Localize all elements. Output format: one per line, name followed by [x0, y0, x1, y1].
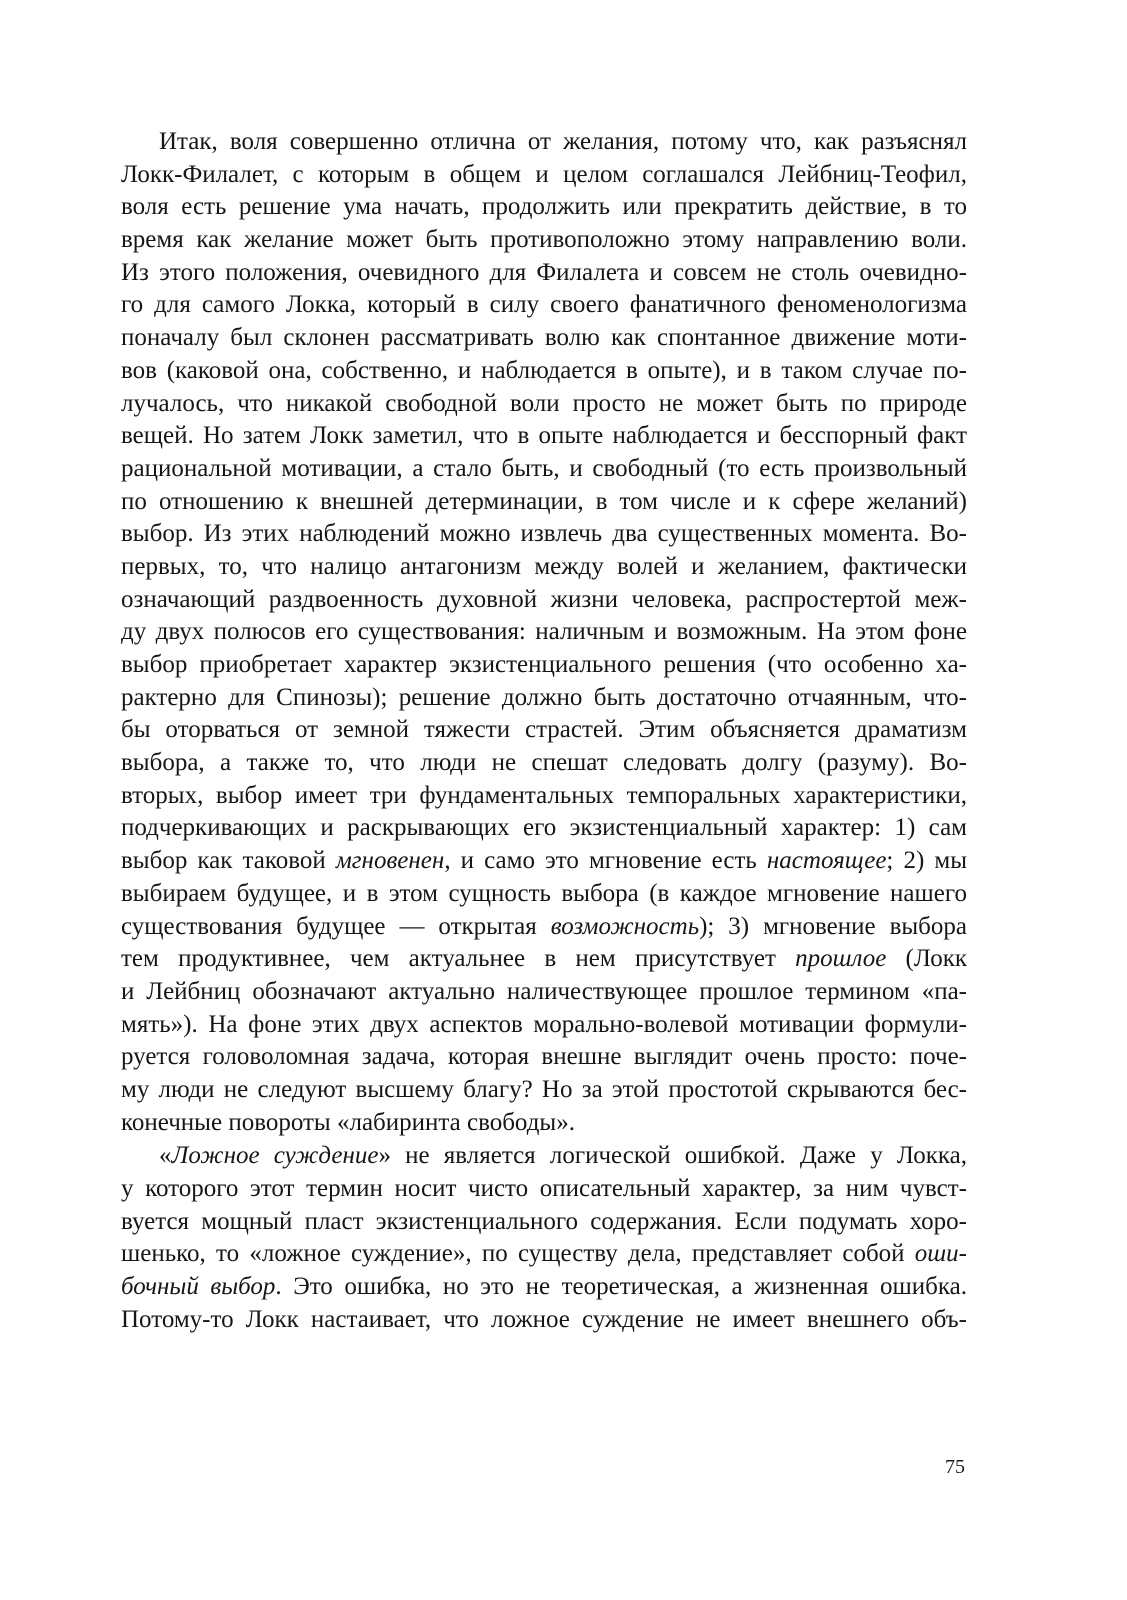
italic-term: оши- — [914, 1240, 967, 1268]
text-line — [121, 453, 967, 486]
text-run: поначалу был склонен рассматривать волю как спонтанное движение моти- — [121, 324, 967, 352]
text-run: воля есть решение ума начать, продолжить или прекратить действие, в то — [121, 193, 967, 221]
text-line — [121, 388, 967, 421]
text-line — [121, 420, 967, 453]
text-run: вуется мощный пласт экзистенциального содержания. Если подумать хоро- — [121, 1207, 967, 1235]
text-run: мять»). На фоне этих двух аспектов морально-волевой мотивации формули- — [121, 1010, 967, 1038]
text-line — [121, 257, 967, 290]
text-run: выбор приобретает характер экзистенциального решения (что особенно ха- — [121, 651, 967, 678]
text-run: тем продуктивнее, чем актуальнее в нем присутствует — [121, 945, 796, 973]
italic-term: возможность — [550, 912, 700, 940]
text-line — [121, 486, 967, 519]
italic-term: мгновенен — [335, 847, 445, 875]
text-line — [121, 159, 967, 192]
text-run: Потому-то Локк настаивает, что ложное суждение не имеет внешнего объ- — [121, 1305, 967, 1333]
italic-term: прошлое — [795, 945, 887, 973]
text-run: выбираем будущее, и в этом сущность выбора (в каждое мгновение нашего — [121, 879, 967, 907]
text-line — [121, 1041, 967, 1074]
text-line — [121, 780, 967, 813]
text-run: подчеркивающих и раскрывающих его экзистенциальный характер: 1) сам — [121, 814, 967, 842]
text-line — [121, 845, 967, 878]
italic-term: настоящее — [766, 847, 887, 875]
text-line — [121, 1271, 967, 1304]
text-run: ); 3) мгновение выбора — [699, 912, 967, 940]
text-line — [121, 584, 967, 617]
text-run: существования будущее — открытая — [121, 912, 551, 940]
text-line — [121, 1107, 967, 1140]
text-line — [121, 518, 967, 551]
text-run: (Локк — [886, 945, 968, 973]
text-run: , и само это мгновение есть — [444, 847, 767, 875]
text-run: » не является логической ошибкой. Даже у Локка, — [378, 1142, 967, 1170]
text-run: выбор как таковой — [121, 847, 336, 875]
text-line — [121, 943, 967, 976]
text-run: му люди не следуют высшему благу? Но за этой простотой скрываются бес- — [121, 1075, 967, 1103]
text-run: « — [159, 1142, 172, 1170]
text-run: по отношению к внешней детерминации, в том числе и к сфере желаний) — [121, 487, 967, 515]
text-line — [121, 1304, 967, 1337]
text-line — [121, 616, 967, 649]
italic-term: Ложное суждение — [171, 1142, 379, 1170]
text-line — [121, 191, 967, 224]
text-run: ; 2) мы — [886, 847, 968, 875]
text-line — [121, 355, 967, 388]
text-line — [121, 1074, 967, 1107]
text-run: шенько, то «ложное суждение», по существу дела, представляет собой — [121, 1240, 915, 1268]
text-line — [121, 1206, 967, 1239]
text-line — [121, 289, 967, 322]
text-run: вещей. Но затем Локк заметил, что в опыте наблюдается и бесспорный факт — [121, 422, 967, 450]
text-line — [121, 976, 967, 1009]
text-run: Из этого положения, очевидного для Филалета и совсем не столь очевидно- — [121, 258, 967, 286]
text-line — [121, 1009, 967, 1042]
text-run: рациональной мотивации, а стало быть, и свободный (то есть произвольный — [121, 454, 967, 482]
text-line — [121, 1173, 967, 1206]
text-line — [121, 911, 967, 944]
text-line — [121, 551, 967, 584]
text-run: руется головоломная задача, которая внешне выглядит очень просто: поче- — [121, 1043, 967, 1071]
text-line — [121, 126, 967, 159]
text-run: Итак, воля совершенно отлична от желания, потому что, как разъяснял — [159, 128, 967, 155]
italic-term: бочный выбор — [121, 1273, 276, 1301]
text-line — [121, 649, 967, 682]
text-run: вов (каковой она, собственно, и наблюдается в опыте), и в таком случае по- — [121, 356, 967, 384]
text-run: рактерно для Спинозы); решение должно быть достаточно отчаянным, что- — [121, 683, 967, 711]
text-run: ду двух полюсов его существования: наличным и возможным. На этом фоне — [121, 618, 967, 646]
body-text — [121, 126, 967, 1336]
text-line — [121, 747, 967, 780]
text-run: время как желание может быть противоположно этому направлению воли. — [121, 226, 967, 254]
text-line — [121, 714, 967, 747]
text-run: выбора, а также то, что люди не спешат следовать долгу (разуму). Во- — [121, 749, 967, 777]
paragraph — [121, 126, 967, 1139]
text-run: лучалось, что никакой свободной воли просто не может быть по природе — [121, 389, 967, 417]
text-run: го для самого Локка, который в силу своего фанатичного феноменологизма — [121, 291, 967, 319]
text-run: и Лейбниц обозначают актуально наличествующее прошлое термином «па- — [121, 977, 967, 1005]
text-line — [121, 322, 967, 355]
text-run: Локк-Филалет, с которым в общем и целом соглашался Лейбниц-Теофил, — [121, 160, 967, 188]
text-line — [121, 224, 967, 257]
text-run: у которого этот термин носит чисто описательный характер, за ним чувст- — [121, 1175, 967, 1202]
text-line — [121, 1238, 967, 1271]
text-run: вторых, выбор имеет три фундаментальных темпоральных характеристики, — [121, 781, 967, 809]
text-line — [121, 1140, 967, 1173]
text-line — [121, 812, 967, 845]
text-line — [121, 878, 967, 911]
text-run: бы оторваться от земной тяжести страстей. Этим объясняется драматизм — [121, 716, 967, 744]
paragraph — [121, 1140, 967, 1336]
text-run: выбор. Из этих наблюдений можно извлечь два существенных момента. Во- — [121, 520, 967, 548]
text-run: конечные повороты «лабиринта свободы». — [121, 1108, 575, 1136]
text-run: первых, то, что налицо антагонизм между волей и желанием, фактически — [121, 552, 967, 580]
text-line — [121, 682, 967, 715]
page-number: 75 — [945, 1456, 965, 1478]
text-run: . Это ошибка, но это не теоретическая, а жизненная ошибка. — [275, 1273, 967, 1301]
text-run: означающий раздвоенность духовной жизни человека, распростертой меж- — [121, 585, 967, 613]
